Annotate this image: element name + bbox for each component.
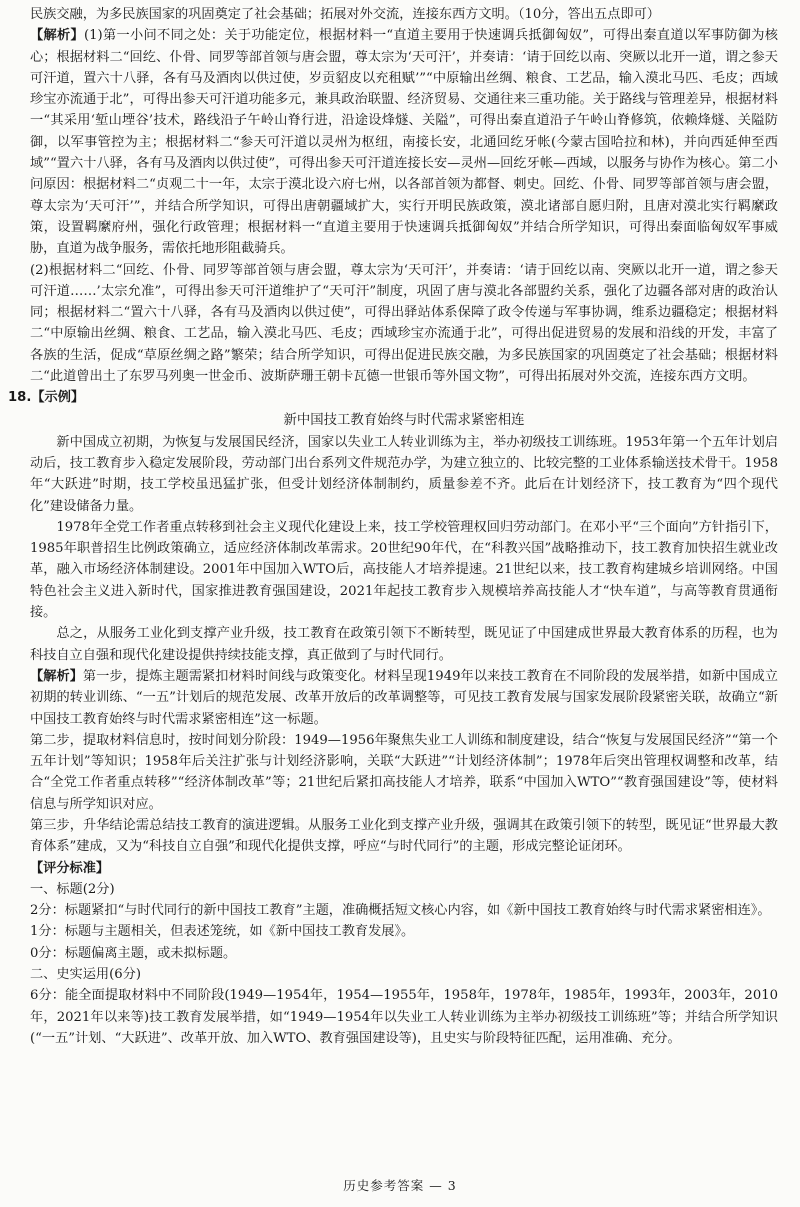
question-18-header: [8, 387, 778, 408]
question-number: 18.: [8, 390, 32, 406]
scoring-section-title: 二、史实运用(6分): [30, 967, 141, 983]
essay-analysis-step-3: 第三步，升华结论需总结技工教育的演进逻辑。从服务工业化到支撑产业升级，强调其在政策引领下的转型，既见证“世界最大教育体系”建成，又为“科技自立自强”和现代化提供支撑，呼应“与时代同行”的主题，形成完整论证闭环。: [30, 817, 778, 855]
analysis-text-1: (1)第一小问不同之处：关于功能定位，根据材料一“直道主要用于快速调兵抵御匈奴”，可得出秦直道以军事防御为核心；根据材料二“回纥、仆骨、同罗等部首领与唐会盟，尊太宗为‘天可汗’，并奏请：‘请于回纥以南、突厥以北开一道，谓之参天可汗道，置六十八驿，各有马及酒肉以供过使，岁贡貂皮以充租赋’”“中原输出丝绸、粮食、工艺品，输入漠北马匹、毛皮；西域珍宝亦流通于北”，可得出参天可汗道功能多元，兼具政治联盟、经济贸易、交通往来三重功能。关于路线与管理差异，根据材料一“其采用‘堑山堙谷’技术，路线沿子午岭山脊行进，沿途设烽燧、关隘”，可得出秦直道沿子午岭山脊修筑，依赖烽燧、关隘防御，以军事管控为主；根据材料二“参天可汗道以灵州为枢纽，南接长安，北通回纥牙帐(今蒙古国哈拉和林)，并向西延伸至西域”“置六十八驿，各有马及酒肉以供过使”，可得出参天可汗道连接长安—灵州—回纥牙帐—西域，以服务与协作为核心。第二小问原因：根据材料二“贞观二十一年，太宗于漠北设六府七州，以各部首领为都督、刺史。回纥、仆骨、同罗等部首领与唐会盟，尊太宗为‘天可汗’”，并结合所学知识，可得出唐朝疆域扩大，实行开明民族政策，漠北诸部自愿归附，且唐对漠北实行羁縻政策，设置羁縻府州，强化行政管理；根据材料一“直道主要用于快速调兵抵御匈奴”并结合所学知识，可得出秦面临匈奴军事威胁，直道为战争服务，需依托地形阻截骑兵。: [30, 28, 778, 257]
essay-paragraph-1: 新中国成立初期，为恢复与发展国民经济，国家以失业工人转业训练为主，举办初级技工训练班。1953年第一个五年计划启动后，技工教育步入稳定发展阶段，劳动部门出台系列文件规范办学，为建立独立的、比较完整的工业体系输送技术骨干。1958年“大跃进”时期，技工学校虽迅猛扩张，但受计划经济体制制约，质量参差不齐。此后在计划经济下，技工教育为“四个现代化”建设储备力量。: [30, 434, 778, 514]
analysis-heading: 【解析】: [30, 28, 84, 44]
essay-paragraph-2: 1978年全党工作者重点转移到社会主义现代化建设上来，技工学校管理权回归劳动部门。在邓小平“三个面向”方针指引下，1985年职普招生比例政策确立，适应经济体制改革需求。20世纪90年代，在“科教兴国”战略推动下，技工教育加快招生就业改革，融入市场经济体制建设。2001年中国加入WTO后，高技能人才培养提速。21世纪以来，技工教育构建城乡培训网络。中国特色社会主义进入新时代，国家推进教育强国建设，2021年起技工教育步入规模培养高技能人才“快车道”，与高等教育贯通衔接。: [30, 519, 778, 621]
essay-paragraph-3: 总之，从服务工业化到支撑产业升级，技工教育在政策引领下不断转型，既见证了中国建成世界最大教育体系的历程，也为科技自立自强和现代化建设提供持续技能支撑，真正做到了与时代同行。: [30, 626, 778, 663]
scoring-item: 0分：标题偏离主题，或未拟标题。: [30, 945, 237, 961]
scoring-item: 6分：能全面提取材料中不同阶段(1949—1954年，1954—1955年，1958年，1978年，1985年，1993年，2003年，2010年，2021年以来等)技工教育发展举措，如“1949—1954年以失业工人转业训练为主举办初级技工训练班”等；并结合所学知识(“一五”计划、“大跃进”、改革开放、加入WTO、教育强国建设等)，且史实与阶段特征匹配，运用准确、充分。: [30, 988, 778, 1046]
scoring-item: 1分：标题与主题相关，但表述笼统，如《新中国技工教育发展》。: [30, 924, 415, 940]
analysis-paragraph-2: (2)根据材料二“回纥、仆骨、同罗等部首领与唐会盟，尊太宗为‘天可汗’，并奏请：‘请于回纥以南、突厥以北开一道，谓之参天可汗道……’太宗允准”，可得出参天可汗道维护了“天可汗”制度，巩固了唐与漠北各部盟约关系，强化了边疆各部对唐的政治认同；根据材料二“置六十八驿，各有马及酒肉以供过使”，可得出驿站体系保障了政令传递与军事协调，维系边疆稳定；根据材料二“中原输出丝绸、粮食、工艺品，输入漠北马匹、毛皮；西域珍宝亦流通于北”，可得出促进贸易的发展和沿线的开发，丰富了各族的生活，促成“草原丝绸之路”繁荣；结合所学知识，可得出促进民族交融，为多民族国家的巩固奠定了社会基础；根据材料二“此道曾出土了东罗马列奥一世金币、波斯萨珊王朝卡瓦德一世银币等外国文物”，可得出拓展对外交流，连接东西方文明。: [30, 262, 778, 385]
essay-analysis-heading: 【解析】: [30, 668, 83, 684]
scoring-item: 2分：标题紧扣“与时代同行的新中国技工教育”主题，准确概括短文核心内容，如《新中国技工教育始终与时代需求紧密相连》。: [30, 903, 771, 919]
example-heading: 【示例】: [31, 390, 85, 406]
essay-title: 新中国技工教育始终与时代需求紧密相连: [283, 412, 525, 428]
essay-analysis-text-1: 第一步，提炼主题需紧扣材料时间线与政策变化。材料呈现1949年以来技工教育在不同阶段的发展举措，如新中国成立初期的转业训练、“一五”计划后的规范发展、改革开放后的改革调整等，可见技工教育发展与国家发展阶段紧密关联，故确立“新中国技工教育始终与时代需求紧密相连”这一标题。: [30, 668, 778, 727]
scoring-section-title: 一、标题(2分): [30, 881, 115, 897]
answer-continuation: 民族交融，为多民族国家的巩固奠定了社会基础；拓展对外交流，连接东西方文明。（10分，答出五点即可）: [30, 7, 660, 22]
analysis-paragraph-1: [30, 25, 778, 259]
page-footer: 历史参考答案 — 3: [343, 1178, 457, 1193]
scoring-heading: 【评分标准】: [30, 860, 110, 876]
essay-analysis-step-2: 第二步，提取材料信息时，按时间划分阶段：1949—1956年聚焦失业工人训练和制度建设，结合“恢复与发展国民经济”“第一个五年计划”等知识；1958年后关注扩张与计划经济影响，关联“大跃进”“计划经济体制”；1978年后突出管理权调整和改革，结合“全党工作者重点转移”“经济体制改革”等；21世纪后紧扣高技能人才培养，联系“中国加入WTO”“教育强国建设”等，使材料信息与所学知识对应。: [30, 732, 778, 812]
essay-analysis-step-1: [30, 666, 778, 730]
